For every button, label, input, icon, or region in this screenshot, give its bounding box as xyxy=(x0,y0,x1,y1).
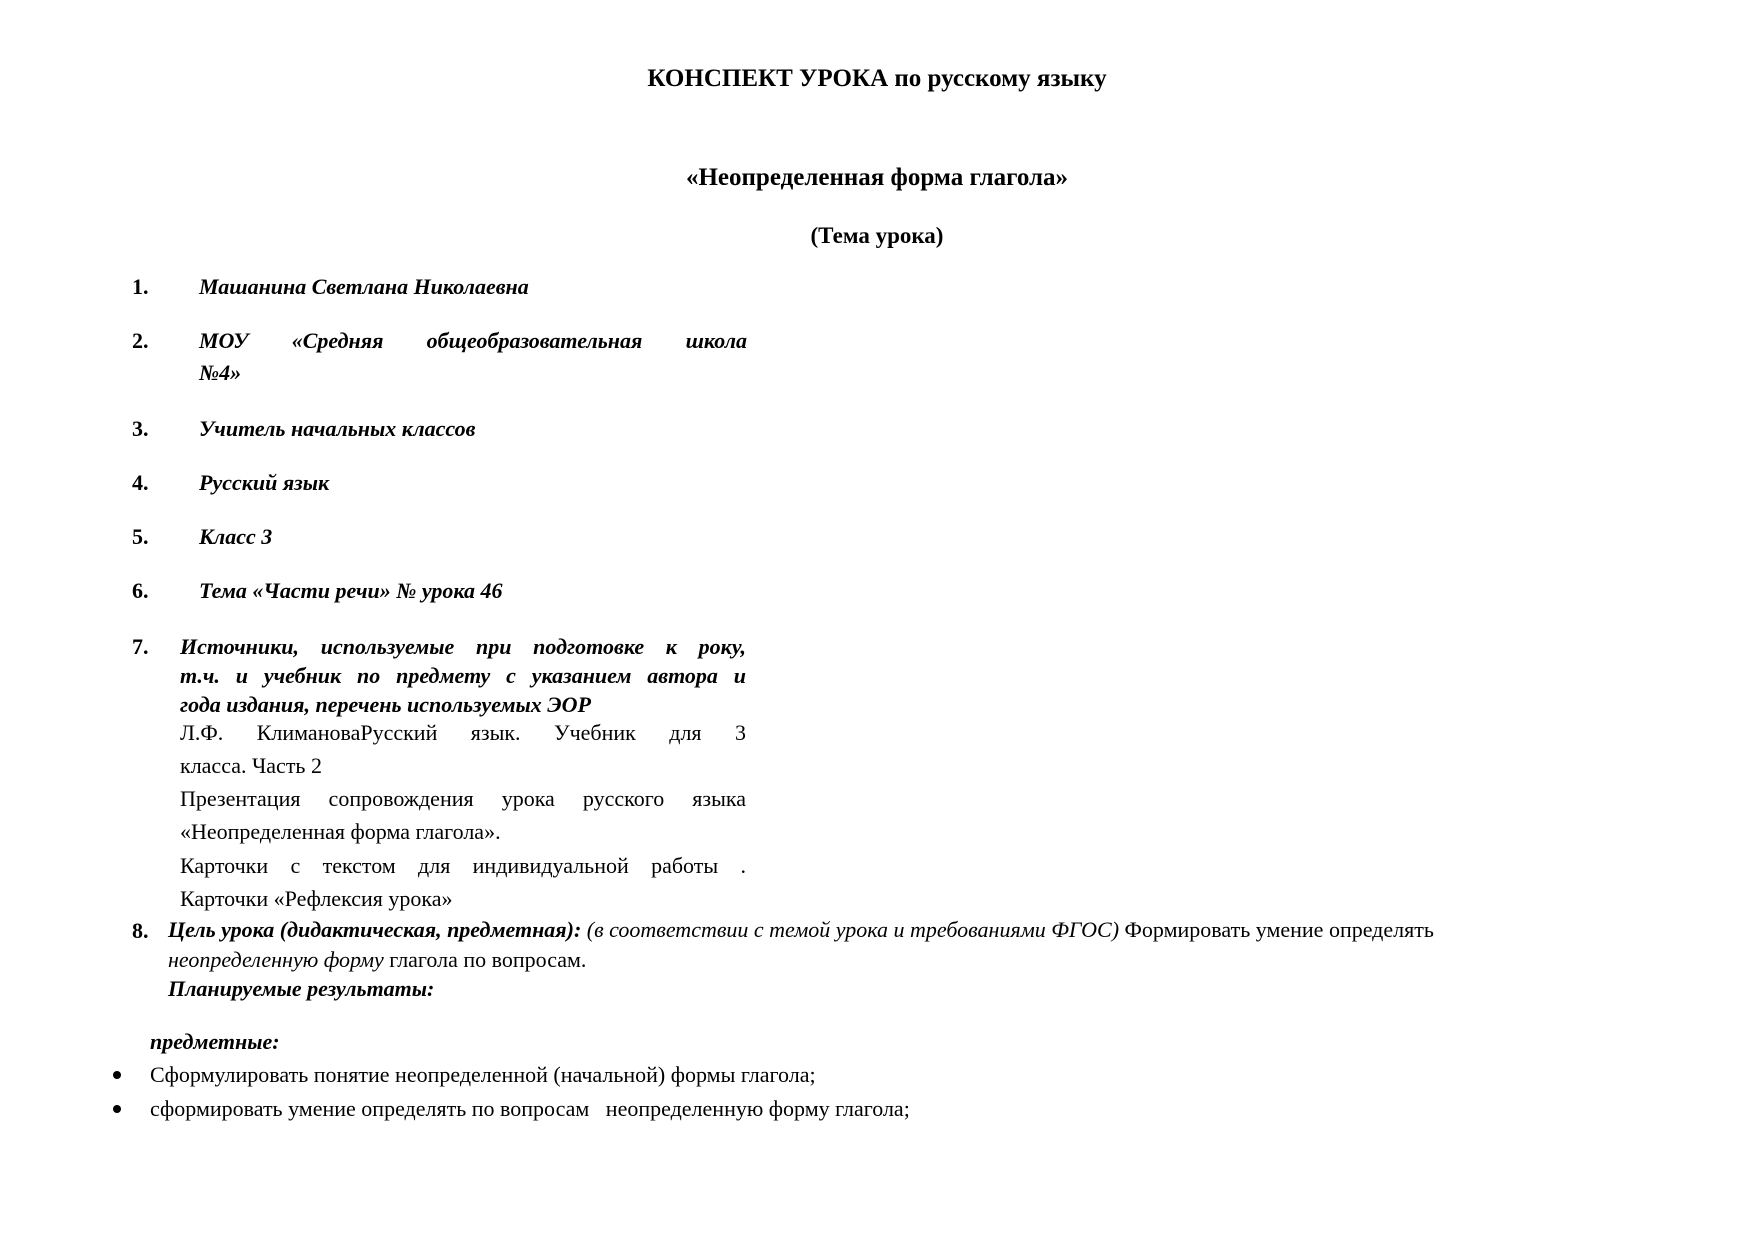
goal-label: Цель урока (дидактическая, предметная): xyxy=(168,917,582,942)
goal-note: (в соответствии с темой урока и требованиями ФГОС) xyxy=(586,917,1120,942)
lesson-topic: «Неопределенная форма глагола» xyxy=(685,164,1069,191)
topic-caption: (Тема урока) xyxy=(810,223,944,248)
source-line-4: «Неопределенная форма глагола». xyxy=(180,819,501,844)
source-line-3: Презентация сопровождения урока русского языка xyxy=(180,786,746,811)
item-number-3: 3. xyxy=(132,416,149,441)
item-number-1: 1. xyxy=(132,274,149,299)
school-name-line-2: №4» xyxy=(199,360,242,385)
source-line-5: Карточки с текстом для индивидуальной работы . xyxy=(180,853,746,878)
goal-line-2 xyxy=(168,945,586,975)
item-number-4: 4. xyxy=(132,470,149,495)
class-grade: Класс 3 xyxy=(199,524,273,549)
item-number-2: 2. xyxy=(132,328,149,353)
subject-result-1: Сформулировать понятие неопределенной (начальной) формы глагола; xyxy=(150,1062,816,1087)
document-title: КОНСПЕКТ УРОКА по русскому языку xyxy=(647,65,1107,92)
bullet-dot xyxy=(113,1105,121,1113)
item-number-6: 6. xyxy=(132,578,149,603)
sources-heading-line-3: года издания, перечень используемых ЭОР xyxy=(180,692,591,717)
teacher-name: Машанина Светлана Николаевна xyxy=(199,274,529,299)
sources-heading-line-1: Источники, используемые при подготовке к року, xyxy=(180,634,746,659)
planned-results-label: Планируемые результаты: xyxy=(168,976,435,1001)
source-line-1: Л.Ф. КлимановаРусский язык. Учебник для 3 xyxy=(180,720,746,745)
item-number-8: 8. xyxy=(132,918,149,943)
goal-text-italic: неопределенную форму xyxy=(168,947,384,972)
source-line-2: класса. Часть 2 xyxy=(180,753,322,778)
goal-line xyxy=(168,915,1668,945)
source-line-6: Карточки «Рефлексия урока» xyxy=(180,886,453,911)
goal-text-a: Формировать умение определять xyxy=(1124,917,1434,942)
teacher-position: Учитель начальных классов xyxy=(199,416,476,441)
subject-result-2: сформировать умение определять по вопросам неопределенную форму глагола; xyxy=(150,1096,910,1121)
school-name-line-1: МОУ «Средняя общеобразовательная школа xyxy=(199,328,747,353)
lesson-theme: Тема «Части речи» № урока 46 xyxy=(199,578,503,603)
subject-results-label: предметные: xyxy=(150,1029,280,1054)
item-number-7: 7. xyxy=(132,634,149,659)
goal-text-rest: глагола по вопросам. xyxy=(389,947,587,972)
item-number-5: 5. xyxy=(132,524,149,549)
sources-heading-line-2: т.ч. и учебник по предмету с указанием автора и xyxy=(180,663,746,688)
bullet-dot xyxy=(113,1071,121,1079)
subject: Русский язык xyxy=(199,470,330,495)
